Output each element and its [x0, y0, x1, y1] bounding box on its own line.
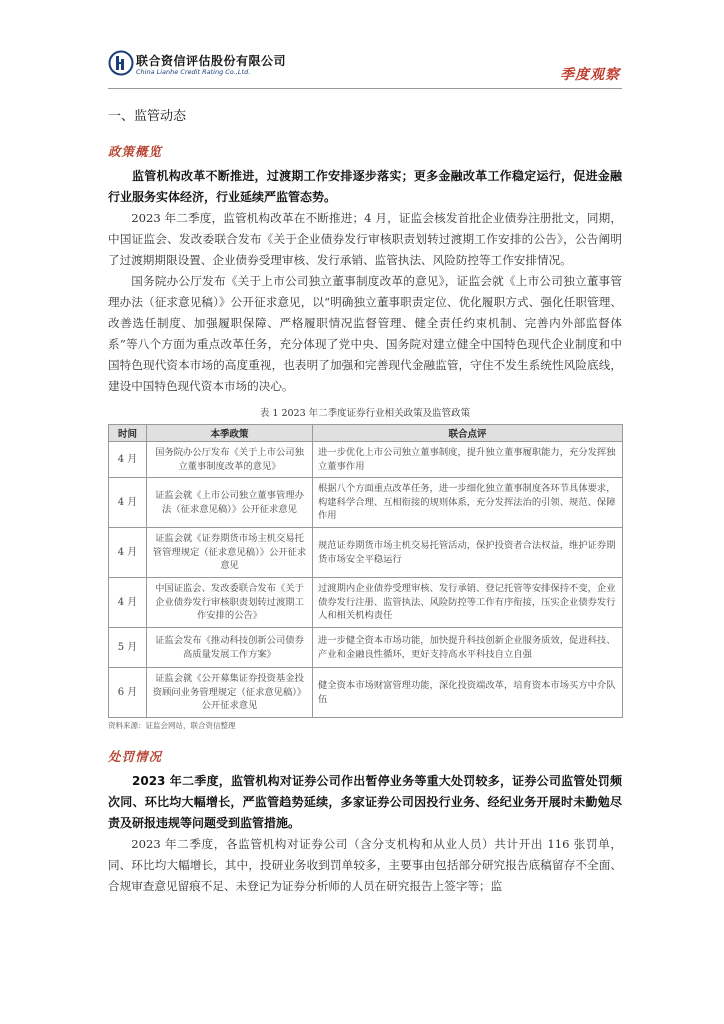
cell-time: 4 月	[109, 478, 147, 528]
cell-comment: 规范证券期货市场主机交易托管活动，保护投资者合法权益，维护证券期货市场安全平稳运行	[313, 528, 623, 578]
policy-overview-subtitle: 政策概览	[108, 144, 163, 159]
cell-policy: 证监会就《公开募集证券投资基金投资顾问业务管理规定（征求意见稿）》公开征求意见	[147, 668, 313, 718]
cell-policy: 国务院办公厅发布《关于上市公司独立董事制度改革的意见》	[147, 442, 313, 478]
table-row	[109, 578, 623, 628]
policy-table	[108, 424, 623, 718]
table-row	[109, 528, 623, 578]
cell-policy: 证监会就《证券期货市场主机交易托管管理规定（征求意见稿）》公开征求意见	[147, 528, 313, 578]
policy-overview-lead: 监管机构改革不断推进，过渡期工作安排逐步落实；更多金融改革工作稳定运行，促进金融行业服务实体经济，行业延续严监管态势。	[108, 169, 622, 204]
main-content	[108, 105, 622, 897]
table-header-row	[109, 425, 623, 442]
cell-comment: 健全资本市场财富管理功能，深化投资端改革，培育资本市场买方中介队伍	[313, 668, 623, 718]
table-row	[109, 628, 623, 668]
cell-policy: 中国证监会、发改委联合发布《关于企业债券发行审核职责划转过渡期工作安排的公告》	[147, 578, 313, 628]
table-row	[109, 442, 623, 478]
column-header-time: 时间	[109, 425, 147, 442]
table-source: 资料来源：证监会网站，联合资信整理	[108, 721, 236, 730]
cell-policy: 证监会发布《推动科技创新公司债券高质量发展工作方案》	[147, 628, 313, 668]
cell-time: 4 月	[109, 442, 147, 478]
cell-policy: 证监会就《上市公司独立董事管理办法（征求意见稿）》公开征求意见	[147, 478, 313, 528]
cell-time: 4 月	[109, 528, 147, 578]
company-name-en: China Lianhe Credit Rating Co.,Ltd.	[136, 68, 251, 76]
table-row	[109, 668, 623, 718]
penalties-subtitle: 处罚情况	[108, 749, 163, 764]
cell-time: 4 月	[109, 578, 147, 628]
header-tag: 季度观察	[560, 67, 620, 83]
policy-paragraph-2: 国务院办公厅发布《关于上市公司独立董事制度改革的意见》，证监会就《上市公司独立董事管理办法（征求意见稿）》公开征求意见，以“明确独立董事职责定位、优化履职方式、强化任职管理、改善选任制度、加强履职保障、严格履职情况监督管理、健全责任约束机制、完善内外部监督体系”等八个方面为重点改革任务，充分体现了党中央、国务院对建立健全中国特色现代企业制度和中国特色现代资本市场的高度重视，也表明了加强和完善现代金融监管，守住不发生系统性风险底线，建设中国特色现代资本市场的决心。	[108, 274, 622, 393]
cell-comment: 进一步优化上市公司独立董事制度，提升独立董事履职能力，充分发挥独立董事作用	[313, 442, 623, 478]
page-header	[108, 46, 622, 86]
policy-paragraph-1: 2023 年二季度，监管机构改革在不断推进；4 月，证监会核发首批企业债券注册批文，同期，中国证监会、发改委联合发布《关于企业债券发行审核职责划转过渡期工作安排的公告》，公告阐明了过渡期期限设置、企业债券受理审核、发行承销、监管执法、风险防控等工作安排情况。	[108, 211, 622, 267]
column-header-policy: 本季政策	[147, 425, 313, 442]
cell-comment: 根据八个方面重点改革任务，进一步细化独立董事制度各环节具体要求，构建科学合理、互相衔接的规则体系，充分发挥法治的引领、规范、保障作用	[313, 478, 623, 528]
cell-comment: 过渡期内企业债券受理审核、发行承销、登记托管等安排保持不变，企业债券发行注册、监管执法、风险防控等工作有序衔接，压实企业债券发行人和相关机构责任	[313, 578, 623, 628]
header-divider	[108, 88, 622, 89]
penalties-lead: 2023 年二季度，监管机构对证券公司作出暂停业务等重大处罚较多，证券公司监管处罚频次同、环比均大幅增长，严监管趋势延续，多家证券公司因投行业务、经纪业务开展时未勤勉尽责及研报违规等问题受到监管措施。	[108, 774, 622, 830]
company-name-cn: 联合资信评估股份有限公司	[136, 54, 287, 68]
column-header-comment: 联合点评	[313, 425, 623, 442]
company-logo-icon	[108, 50, 134, 76]
cell-comment: 进一步健全资本市场功能，加快提升科技创新企业服务质效，促进科技、产业和金融良性循环，更好支持高水平科技自立自强	[313, 628, 623, 668]
cell-time: 6 月	[109, 668, 147, 718]
table-row	[109, 478, 623, 528]
penalties-paragraph-1: 2023 年二季度，各监管机构对证券公司（含分支机构和从业人员）共计开出 116 张罚单，同、环比均大幅增长，其中，投研业务收到罚单较多，主要事由包括部分研究报告底稿留存不全面、合规审查意见留痕不足、未登记为证券分析师的人员在研究报告上签字等；监	[108, 837, 622, 893]
cell-time: 5 月	[109, 628, 147, 668]
section-title: 一、监管动态	[108, 109, 187, 124]
table-caption: 表 1 2023 年二季度证券行业相关政策及监管政策	[259, 408, 471, 419]
